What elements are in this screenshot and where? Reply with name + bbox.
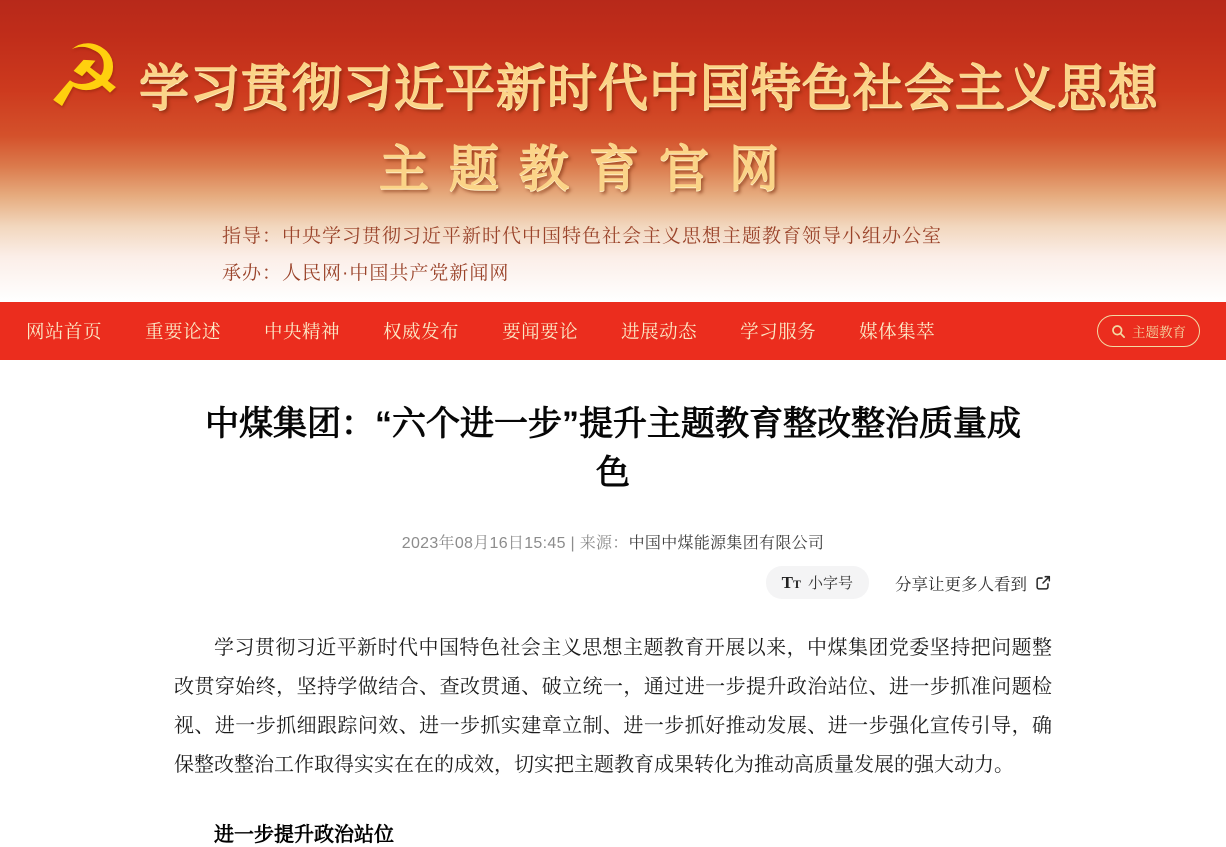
search-button-label: 主题教育 [1132,325,1186,340]
font-size-icon: TT [781,572,801,592]
organizer-line: 承办：人民网·中国共产党新闻网 [222,263,510,284]
nav-item-important-discourse[interactable]: 重要论述 [145,321,222,342]
font-size-button[interactable] [766,566,869,599]
nav-item-learning-services[interactable]: 学习服务 [740,321,817,342]
site-title-line1: 学习贯彻习近平新时代中国特色社会主义思想 [139,60,1159,116]
external-link-icon [1034,574,1052,592]
search-icon [1111,324,1126,339]
nav-item-home[interactable]: 网站首页 [26,321,103,342]
article [174,400,1052,847]
nav-item-authoritative-release[interactable]: 权威发布 [383,321,460,342]
article-title: 中煤集团：“六个进一步”提升主题教育整改整治质量成色 [205,405,1021,492]
share-button-label: 分享让更多人看到 [895,575,1027,594]
article-toolbar [174,566,1052,599]
article-date-and-source-label: 2023年08月16日15:45 | 来源： [401,535,629,552]
nav-item-key-news[interactable]: 要闻要论 [502,321,579,342]
guidance-line: 指导：中央学习贯彻习近平新时代中国特色社会主义思想主题教育领导小组办公室 [222,226,943,247]
article-subheading: 进一步提升政治站位 [214,824,394,846]
search-button[interactable] [1097,315,1200,347]
nav-item-media-collection[interactable]: 媒体集萃 [859,321,936,342]
site-title-line2: 主题教育官网 [379,141,799,197]
hammer-and-sickle-icon: ☭ [46,27,124,127]
main-nav [0,302,1226,360]
nav-item-central-spirit[interactable]: 中央精神 [264,321,341,342]
site-subtitle [222,218,1226,292]
nav-item-progress[interactable]: 进展动态 [621,321,698,342]
article-source: 中国中煤能源集团有限公司 [628,535,825,552]
font-size-button-label: 小字号 [807,575,853,592]
share-button[interactable] [895,571,1052,595]
site-banner [0,0,1226,302]
article-paragraph: 学习贯彻习近平新时代中国特色社会主义思想主题教育开展以来，中煤集团党委坚持把问题整改贯穿始终，坚持学做结合、查改贯通、破立统一，通过进一步提升政治站位、进一步抓准问题检视、进一步抓细跟踪问效、进一步抓实建章立制、进一步抓好推动发展、进一步强化宣传引导，确保整改整治工作取得实实在在的成效，切实把主题教育成果转化为推动高质量发展的强大动力。 [174,637,1052,776]
article-meta [174,530,1052,553]
